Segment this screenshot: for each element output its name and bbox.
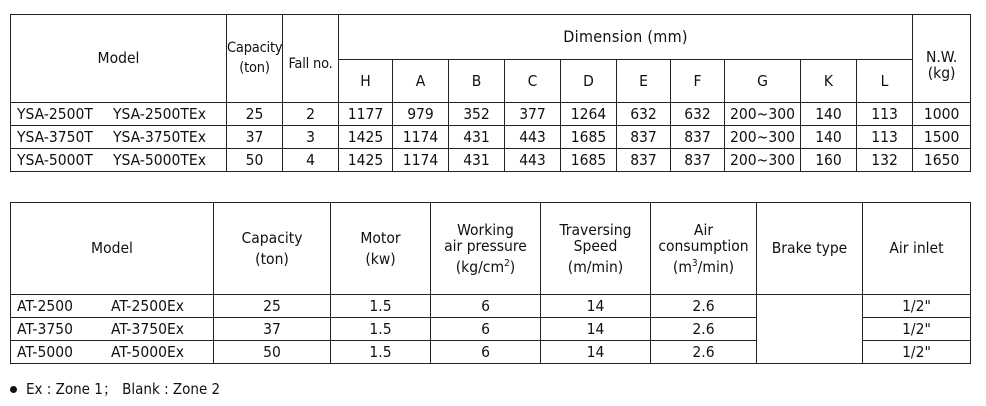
model-ex: AT-5000Ex: [111, 342, 184, 361]
t1-header-dim-h: H: [339, 60, 393, 103]
model-ex: YSA-3750TEx: [113, 127, 206, 146]
motor-cell: 1.5: [331, 341, 431, 364]
dim-cell-e: 632: [617, 103, 671, 126]
speed-cell: 14: [541, 318, 651, 341]
pressure-cell: 6: [431, 341, 541, 364]
model-ex: AT-2500Ex: [111, 296, 184, 315]
t2-header-air-pressure: Working air pressure $(kg/cm^2)$: [431, 203, 541, 295]
model-std: AT-3750: [17, 319, 73, 338]
air-cell: 2.6: [651, 295, 757, 318]
t2-header-model: Model: [11, 203, 214, 295]
dim-cell-g: 200~300: [725, 149, 801, 172]
table-row: [11, 103, 971, 126]
t1-header-dim-g: G: [725, 60, 801, 103]
t1-header-nw: N.W. (kg): [913, 15, 971, 103]
dim-cell-k: 160: [801, 149, 857, 172]
t1-header-fall: Fall no.: [283, 15, 339, 103]
capacity-cell: 37: [214, 318, 331, 341]
motor-cell: 1.5: [331, 295, 431, 318]
nw-cell: 1000: [913, 103, 971, 126]
t1-header-dim-e: E: [617, 60, 671, 103]
t1-model-cell: [11, 149, 227, 172]
pressure-cell: 6: [431, 318, 541, 341]
nw-cell: 1500: [913, 126, 971, 149]
model-std: AT-2500: [17, 296, 73, 315]
dim-cell-g: 200~300: [725, 103, 801, 126]
dim-cell-e: 837: [617, 126, 671, 149]
at-spec-table: [10, 202, 971, 364]
dim-cell-a: 1174: [393, 149, 449, 172]
dim-cell-h: 1425: [339, 149, 393, 172]
t1-header-dim-a: A: [393, 60, 449, 103]
motor-cell: 1.5: [331, 318, 431, 341]
table-row: [11, 149, 971, 172]
brake-type-cell: [757, 295, 863, 364]
dim-cell-c: 377: [505, 103, 561, 126]
t1-header-dimension: Dimension (mm): [339, 15, 913, 60]
dim-cell-b: 431: [449, 149, 505, 172]
dim-cell-b: 431: [449, 126, 505, 149]
air-cell: 2.6: [651, 341, 757, 364]
zone-note: Ex : Zone 1； Blank : Zone 2: [10, 378, 220, 399]
t1-header-capacity: Capacity (ton): [227, 15, 283, 103]
speed-cell: 14: [541, 295, 651, 318]
t1-header-dim-f: F: [671, 60, 725, 103]
t2-header-brake-type: Brake type: [757, 203, 863, 295]
model-std: YSA-2500T: [17, 104, 93, 123]
t1-header-dim-c: C: [505, 60, 561, 103]
t1-header-dim-k: K: [801, 60, 857, 103]
dim-cell-f: 837: [671, 149, 725, 172]
capacity-cell: 25: [214, 295, 331, 318]
t2-header-traversing-speed: Traversing Speed (m/min): [541, 203, 651, 295]
dim-cell-h: 1425: [339, 126, 393, 149]
dim-cell-c: 443: [505, 126, 561, 149]
dim-cell-d: 1264: [561, 103, 617, 126]
dim-cell-b: 352: [449, 103, 505, 126]
t2-header-air-consumption: Air consumption $(m^3/\min)$: [651, 203, 757, 295]
t1-header-dim-l: L: [857, 60, 913, 103]
air-inlet-cell: 1/2": [863, 341, 971, 364]
dim-cell-d: 1685: [561, 149, 617, 172]
dim-cell-k: 140: [801, 126, 857, 149]
fall-cell: 3: [283, 126, 339, 149]
bullet-icon: [10, 386, 17, 393]
t1-header-dim-b: B: [449, 60, 505, 103]
model-ex: YSA-2500TEx: [113, 104, 206, 123]
dim-cell-l: 132: [857, 149, 913, 172]
model-std: YSA-3750T: [17, 127, 93, 146]
fall-cell: 2: [283, 103, 339, 126]
t2-model-cell: [11, 295, 214, 318]
dim-cell-a: 1174: [393, 126, 449, 149]
dim-cell-f: 837: [671, 126, 725, 149]
dim-cell-f: 632: [671, 103, 725, 126]
model-ex: YSA-5000TEx: [113, 150, 206, 169]
t2-header-air-inlet: Air inlet: [863, 203, 971, 295]
capacity-cell: 37: [227, 126, 283, 149]
pressure-cell: 6: [431, 295, 541, 318]
dim-cell-c: 443: [505, 149, 561, 172]
dim-cell-l: 113: [857, 103, 913, 126]
t1-model-cell: [11, 126, 227, 149]
capacity-cell: 50: [227, 149, 283, 172]
ysa-spec-table: [10, 14, 971, 172]
dim-cell-e: 837: [617, 149, 671, 172]
dim-cell-k: 140: [801, 103, 857, 126]
t2-model-cell: [11, 318, 214, 341]
dim-cell-g: 200~300: [725, 126, 801, 149]
t2-header-capacity: Capacity (ton): [214, 203, 331, 295]
speed-cell: 14: [541, 341, 651, 364]
model-std: YSA-5000T: [17, 150, 93, 169]
t1-header-dim-d: D: [561, 60, 617, 103]
dim-cell-a: 979: [393, 103, 449, 126]
nw-cell: 1650: [913, 149, 971, 172]
t1-header-model: Model: [11, 15, 227, 103]
table-row: [11, 295, 971, 318]
dim-cell-h: 1177: [339, 103, 393, 126]
model-std: AT-5000: [17, 342, 73, 361]
fall-cell: 4: [283, 149, 339, 172]
t2-model-cell: [11, 341, 214, 364]
table-row: [11, 126, 971, 149]
air-inlet-cell: 1/2": [863, 318, 971, 341]
t1-model-cell: [11, 103, 227, 126]
t2-header-motor: Motor (kw): [331, 203, 431, 295]
capacity-cell: 50: [214, 341, 331, 364]
air-cell: 2.6: [651, 318, 757, 341]
capacity-cell: 25: [227, 103, 283, 126]
air-inlet-cell: 1/2": [863, 295, 971, 318]
dim-cell-l: 113: [857, 126, 913, 149]
dim-cell-d: 1685: [561, 126, 617, 149]
model-ex: AT-3750Ex: [111, 319, 184, 338]
